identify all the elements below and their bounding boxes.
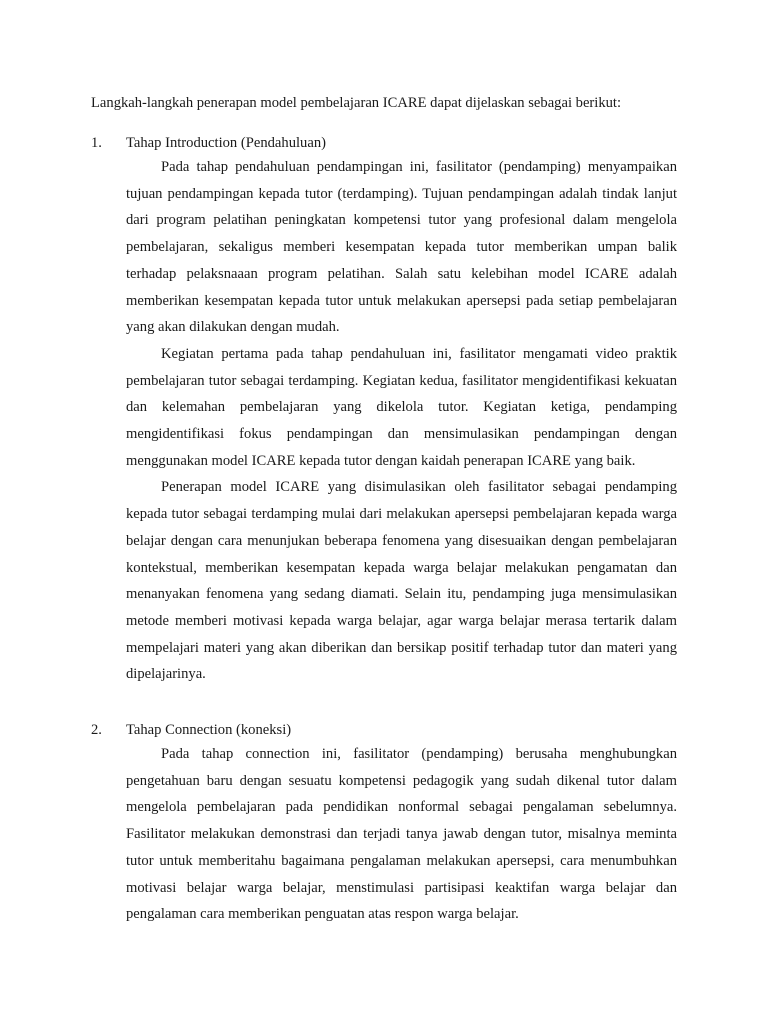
section-connection: [91, 720, 679, 928]
section-title: Tahap Connection (koneksi): [126, 722, 292, 738]
paragraph: Kegiatan pertama pada tahap pendahuluan ini, fasilitator mengamati video praktik pembelajaran tutor sebagai terdamping. Kegiatan kedua, fasilitator mengidentifikasi kekuatan dan kelemahan pembelajaran yang dikelola tutor. Kegiatan ketiga, pendamping mengidentifikasi fokus pendampingan dan mensimulasikan pendampingan dengan menggunakan model ICARE kepada tutor dengan kaidah penerapan ICARE yang baik.: [126, 345, 677, 469]
paragraph: Penerapan model ICARE yang disimulasikan oleh fasilitator sebagai pendamping kepada tutor sebagai terdamping mulai dari melakukan apersepsi pembelajaran kepada warga belajar dengan cara menunjukan beberapa fenomena yang disesuaikan dengan pembelajaran kontekstual, memberikan kesempatan kepada warga belajar melakukan pengamatan dan menanyakan fenomena yang sedang diamati. Selain itu, pendamping juga mensimulasikan metode memberi motivasi kepada warga belajar, agar warga belajar merasa tertarik dalam mempelajari materi yang akan diberikan dan bersikap positif terhadap tutor dan materi yang dipelajarinya.: [126, 479, 677, 683]
section-heading: [91, 133, 679, 153]
section-title: Tahap Introduction (Pendahuluan): [126, 135, 326, 151]
section-introduction: [91, 133, 679, 688]
section-heading: [91, 720, 679, 740]
section-number: 2.: [91, 722, 102, 738]
intro-sentence: Langkah-langkah penerapan model pembelajaran ICARE dapat dijelaskan sebagai berikut:: [91, 95, 622, 111]
paragraph: Pada tahap connection ini, fasilitator (pendamping) berusaha menghubungkan pengetahuan baru dengan sesuatu kompetensi pedagogik yang sudah dikenal tutor dalam mengelola pembelajaran pada pendidikan nonformal sebagai pengalaman sebelumnya. Fasilitator melakukan demonstrasi dan terjadi tanya jawab dengan tutor, misalnya meminta tutor untuk memberitahu bagaimana pengalaman melakukan apersepsi, cara menumbuhkan motivasi belajar warga belajar, menstimulasi partisipasi keaktifan warga belajar dan pengalaman cara memberikan penguatan atas respon warga belajar.: [126, 746, 677, 923]
section-number: 1.: [91, 135, 102, 151]
paragraph: Pada tahap pendahuluan pendampingan ini, fasilitator (pendamping) menyampaikan tujuan pendampingan kepada tutor (terdamping). Tujuan pendampingan adalah tindak lanjut dari program pelatihan peningkatan kompetensi tutor yang profesional dalam mengelola pembelajaran, sekaligus memberi kesempatan kepada tutor memberikan umpan balik terhadap pelaksnaaan program pelatihan. Salah satu kelebihan model ICARE adalah memberikan kesempatan kepada tutor untuk melakukan apersepsi pada setiap pembelajaran yang akan dilakukan dengan mudah.: [126, 159, 677, 336]
